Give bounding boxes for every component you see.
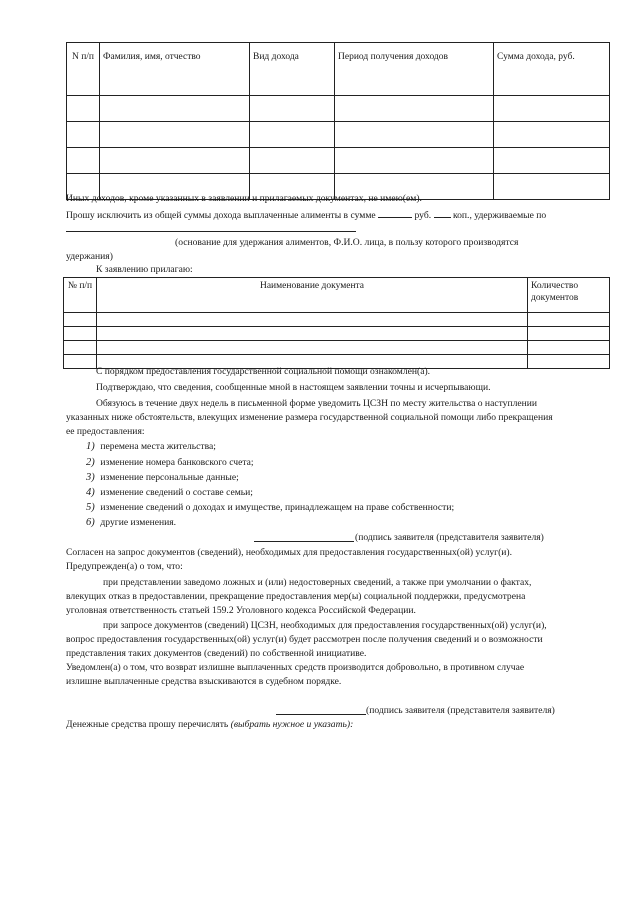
no-other-income-text: Иных доходов, кроме указанных в заявлении и прилагаемых документах, не имею(ем). [66, 193, 422, 204]
header-doc-count: Количество документов [528, 278, 610, 313]
income-table-header [67, 43, 610, 96]
item-text: изменение сведений о доходах и имуществе, принадлежащем на праве собственности; [100, 502, 455, 513]
consent-text: Согласен на запрос документов (сведений), необходимых для предоставления государственных(ой) услуг(и). [66, 547, 513, 558]
header-income-sum: Сумма дохода, руб. [494, 43, 610, 96]
item-number: 6) [86, 517, 95, 528]
alimony-kop-label: коп., удерживаемые по [452, 210, 547, 221]
table-cell[interactable] [100, 96, 250, 122]
item-text: другие изменения. [100, 517, 177, 528]
alimony-rub-field[interactable] [378, 208, 412, 218]
table-cell[interactable] [528, 355, 610, 369]
table-row [67, 148, 610, 174]
alimony-basis-label: (основание для удержания алиментов, Ф.И.О. лица, в пользу которого производятся [175, 237, 519, 248]
table-cell[interactable] [528, 341, 610, 355]
table-row [67, 122, 610, 148]
table-cell[interactable] [97, 341, 528, 355]
item-number: 1) [86, 441, 95, 452]
header-income-period: Период получения доходов [335, 43, 494, 96]
signature-field-2[interactable] [276, 714, 366, 715]
list-item [86, 441, 216, 453]
refund-line-2: излишне выплаченные средства взыскиваются в судебном порядке. [66, 676, 342, 687]
confirm-text: Подтверждаю, что сведения, сообщенные мной в настоящем заявлении точны и исчерпывающи. [96, 382, 491, 393]
table-cell[interactable] [97, 313, 528, 327]
item-number: 2) [86, 457, 95, 468]
table-cell[interactable] [335, 148, 494, 174]
table-cell[interactable] [250, 148, 335, 174]
header-income-type: Вид дохода [250, 43, 335, 96]
table-cell[interactable] [100, 148, 250, 174]
header-doc-number: № п/п [64, 278, 97, 313]
alimony-basis-end: удержания) [66, 251, 113, 262]
alimony-label: Прошу исключить из общей суммы дохода выплаченные алименты в сумме [66, 210, 376, 221]
table-cell[interactable] [64, 327, 97, 341]
signature-label-2: (подпись заявителя (представителя заявителя) [366, 705, 555, 716]
table-cell[interactable] [528, 313, 610, 327]
table-cell[interactable] [250, 122, 335, 148]
table-cell[interactable] [494, 148, 610, 174]
list-item [86, 457, 254, 469]
item-text: перемена места жительства; [100, 441, 216, 452]
attachments-intro: К заявлению прилагаю: [96, 264, 193, 275]
item-number: 5) [86, 502, 95, 513]
money-transfer-line [66, 719, 353, 731]
item-number: 3) [86, 472, 95, 483]
table-cell[interactable] [67, 148, 100, 174]
table-cell[interactable] [335, 122, 494, 148]
table-cell[interactable] [494, 96, 610, 122]
obligation-line-1: Обязуюсь в течение двух недель в письменной форме уведомить ЦСЗН по месту жительства о наступлении [96, 398, 538, 409]
table-cell[interactable] [67, 122, 100, 148]
item-text: изменение номера банковского счета; [100, 457, 254, 468]
signature-field-1[interactable] [254, 541, 354, 542]
table-row [67, 96, 610, 122]
obligation-line-2: указанных ниже обстоятельств, влекущих изменение размера государственной социальной помощи либо прекращения [66, 412, 553, 423]
header-full-name: Фамилия, имя, отчество [100, 43, 250, 96]
obligation-line-3: ее предоставления: [66, 426, 145, 437]
table-cell[interactable] [64, 313, 97, 327]
item-text: изменение сведений о составе семьи; [100, 487, 253, 498]
table-cell[interactable] [335, 96, 494, 122]
request-line-1: при запросе документов (сведений) ЦСЗН, необходимых для предоставления государственных(ой) услуг(и), [103, 620, 547, 631]
list-item [86, 502, 454, 514]
item-number: 4) [86, 487, 95, 498]
table-row [64, 341, 610, 355]
table-cell[interactable] [250, 96, 335, 122]
documents-table-header [64, 278, 610, 313]
alimony-basis-field[interactable] [66, 231, 356, 232]
false-info-line-3: уголовная ответственность статьей 159.2 Уголовного кодекса Российской Федерации. [66, 605, 416, 616]
list-item [86, 472, 239, 484]
table-cell[interactable] [67, 96, 100, 122]
table-row [64, 327, 610, 341]
documents-table [63, 277, 610, 369]
table-row [64, 313, 610, 327]
alimony-line [66, 208, 546, 222]
money-transfer-hint: (выбрать нужное и указать): [230, 719, 354, 730]
header-number: N п/п [67, 43, 100, 96]
alimony-rub-label: руб. [414, 210, 432, 221]
false-info-line-2: влекущих отказ в предоставлении, прекращение предоставления мер(ы) социальной поддержки, предусмотрена [66, 591, 526, 602]
money-transfer-label: Денежные средства прошу перечислять [66, 719, 229, 730]
list-item [86, 487, 253, 499]
table-cell[interactable] [528, 327, 610, 341]
false-info-line-1: при представлении заведомо ложных и (или) недостоверных сведений, а также при умолчании о фактах, [103, 577, 532, 588]
table-cell[interactable] [64, 341, 97, 355]
list-item [86, 517, 176, 529]
item-text: изменение персональные данные; [100, 472, 239, 483]
refund-line-1: Уведомлен(а) о том, что возврат излишне выплаченных средств производится добровольно, в противном случае [66, 662, 525, 673]
table-cell[interactable] [100, 122, 250, 148]
signature-label-1: (подпись заявителя (представителя заявителя) [355, 532, 544, 543]
table-cell[interactable] [97, 327, 528, 341]
table-cell[interactable] [64, 355, 97, 369]
warned-text: Предупрежден(а) о том, что: [66, 561, 183, 572]
table-cell[interactable] [494, 174, 610, 200]
table-cell[interactable] [494, 122, 610, 148]
request-line-2: вопрос предоставления государственных(ой) услуг(и) будет рассмотрен после получения сведений и о возможности [66, 634, 543, 645]
alimony-kop-field[interactable] [434, 208, 451, 218]
familiar-text: С порядком предоставления государственной социальной помощи ознакомлен(а). [96, 366, 431, 377]
request-line-3: представления таких документов (сведений) по собственной инициативе. [66, 648, 367, 659]
income-table [66, 42, 610, 200]
header-doc-name: Наименование документа [97, 278, 528, 313]
